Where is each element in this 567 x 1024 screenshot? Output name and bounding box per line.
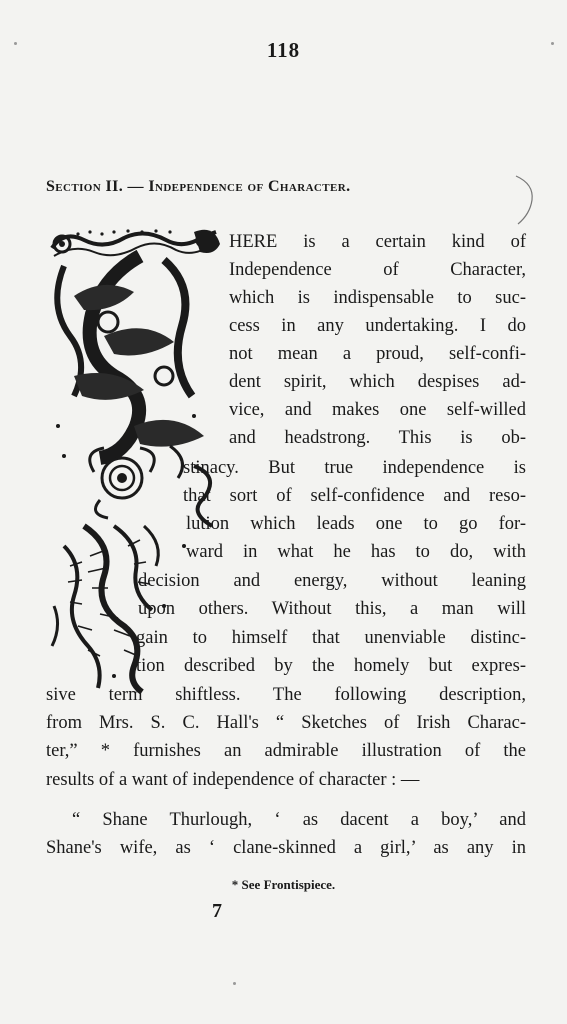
text-line: that sort of self-confidence and reso- bbox=[183, 486, 526, 506]
text-line: “ Shane Thurlough, ‘ as dacent a boy,’ and bbox=[72, 810, 526, 830]
text-line: results of a want of independence of character : — bbox=[46, 770, 420, 790]
margin-pencil-mark bbox=[512, 170, 542, 230]
signature-mark: 7 bbox=[212, 900, 222, 922]
paper-speck bbox=[551, 42, 554, 45]
text-line: upon others. Without this, a man will bbox=[138, 599, 526, 619]
text-line: sive term shiftless. The following description, bbox=[46, 685, 526, 705]
text-line: and headstrong. This is ob- bbox=[229, 428, 526, 448]
page-number: 118 bbox=[266, 38, 301, 62]
text-line: stinacy. But true independence is bbox=[183, 458, 526, 478]
text-line: not mean a proud, self-confi- bbox=[229, 344, 526, 364]
text-line: HERE is a certain kind of bbox=[229, 232, 526, 252]
text-line: ward in what he has to do, with bbox=[186, 542, 526, 562]
text-line: decision and energy, without leaning bbox=[138, 571, 526, 591]
text-line: dent spirit, which despises ad- bbox=[229, 372, 526, 392]
text-line: vice, and makes one self-willed bbox=[229, 400, 526, 420]
text-line: which is indispensable to suc- bbox=[229, 288, 526, 308]
text-line: gain to himself that unenviable distinc- bbox=[136, 628, 526, 648]
text-line: tion described by the homely but expres- bbox=[136, 656, 526, 676]
text-line: lution which leads one to go for- bbox=[186, 514, 526, 534]
text-line: ter,” * furnishes an admirable illustration of the bbox=[46, 741, 526, 761]
paper-speck bbox=[233, 982, 236, 985]
text-line: Independence of Character, bbox=[229, 260, 526, 280]
text-line: cess in any undertaking. I do bbox=[229, 316, 526, 336]
footnote: * See Frontispiece. bbox=[231, 877, 336, 892]
text-line: from Mrs. S. C. Hall's “ Sketches of Irish Charac- bbox=[46, 713, 526, 733]
text-line: Shane's wife, as ‘ clane-skinned a girl,’ as any in bbox=[46, 838, 526, 858]
paper-speck bbox=[14, 42, 17, 45]
section-heading: Section II. — Independence of Character. bbox=[46, 178, 351, 195]
